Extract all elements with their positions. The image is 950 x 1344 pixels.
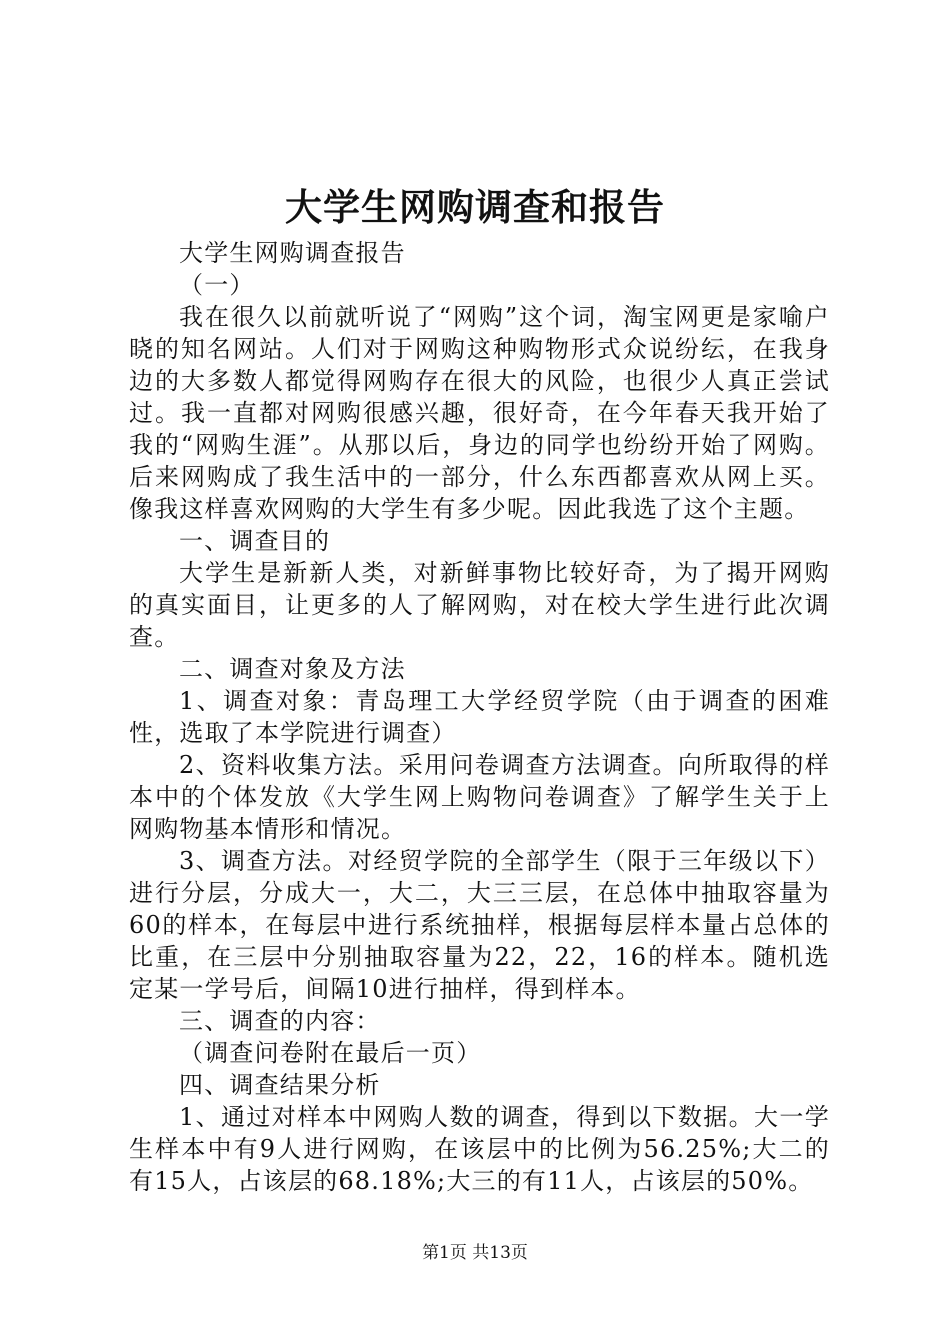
heading-results: 四、调查结果分析: [179, 1071, 381, 1099]
heading-subject-method: 二、调查对象及方法: [179, 655, 406, 683]
document-body: [129, 237, 830, 1197]
subject-paragraph: 1、调查对象：青岛理工大学经贸学院（由于调查的困难性，选取了本学院进行调查）: [129, 687, 830, 747]
method-paragraph: 3、调查方法。对经贸学院的全部学生（限于三年级以下）进行分层，分成大一，大二，大三三层，在总体中抽取容量为60的样本，在每层中进行系统抽样，根据每层样本量占总体的比重，在三层中分别抽取容量为22，22，16的样本。随机选定某一学号后，间隔10进行抽样，得到样本。: [129, 847, 830, 1003]
questionnaire-note: （调查问卷附在最后一页）: [179, 1039, 482, 1067]
results-paragraph: 1、通过对样本中网购人数的调查，得到以下数据。大一学生样本中有9人进行网购，在该层中的比例为56.25%;大二的有15人，占该层的68.18%;大三的有11人，占该层的50%。: [129, 1103, 830, 1195]
section-number: （一）: [179, 271, 255, 299]
heading-purpose: 一、调查目的: [179, 527, 331, 555]
page-number-footer: 第1页 共13页: [422, 1243, 528, 1263]
report-subtitle: 大学生网购调查报告: [179, 239, 406, 267]
purpose-paragraph: 大学生是新新人类，对新鲜事物比较好奇，为了揭开网购的真实面目，让更多的人了解网购，对在校大学生进行此次调查。: [129, 559, 830, 651]
intro-paragraph: 我在很久以前就听说了“网购”这个词，淘宝网更是家喻户晓的知名网站。人们对于网购这种购物形式众说纷纭，在我身边的大多数人都觉得网购存在很大的风险，也很少人真正尝试过。我一直都对网购很感兴趣，很好奇，在今年春天我开始了我的“网购生涯”。从那以后，身边的同学也纷纷开始了网购。后来网购成了我生活中的一部分，什么东西都喜欢从网上买。像我这样喜欢网购的大学生有多少呢。因此我选了这个主题。: [129, 303, 830, 523]
heading-content: 三、调查的内容：: [179, 1007, 381, 1035]
data-collection-paragraph: 2、资料收集方法。采用问卷调查方法调查。向所取得的样本中的个体发放《大学生网上购物问卷调查》了解学生关于上网购物基本情形和情况。: [129, 751, 830, 843]
document-title: 大学生网购调查和报告: [285, 185, 665, 229]
